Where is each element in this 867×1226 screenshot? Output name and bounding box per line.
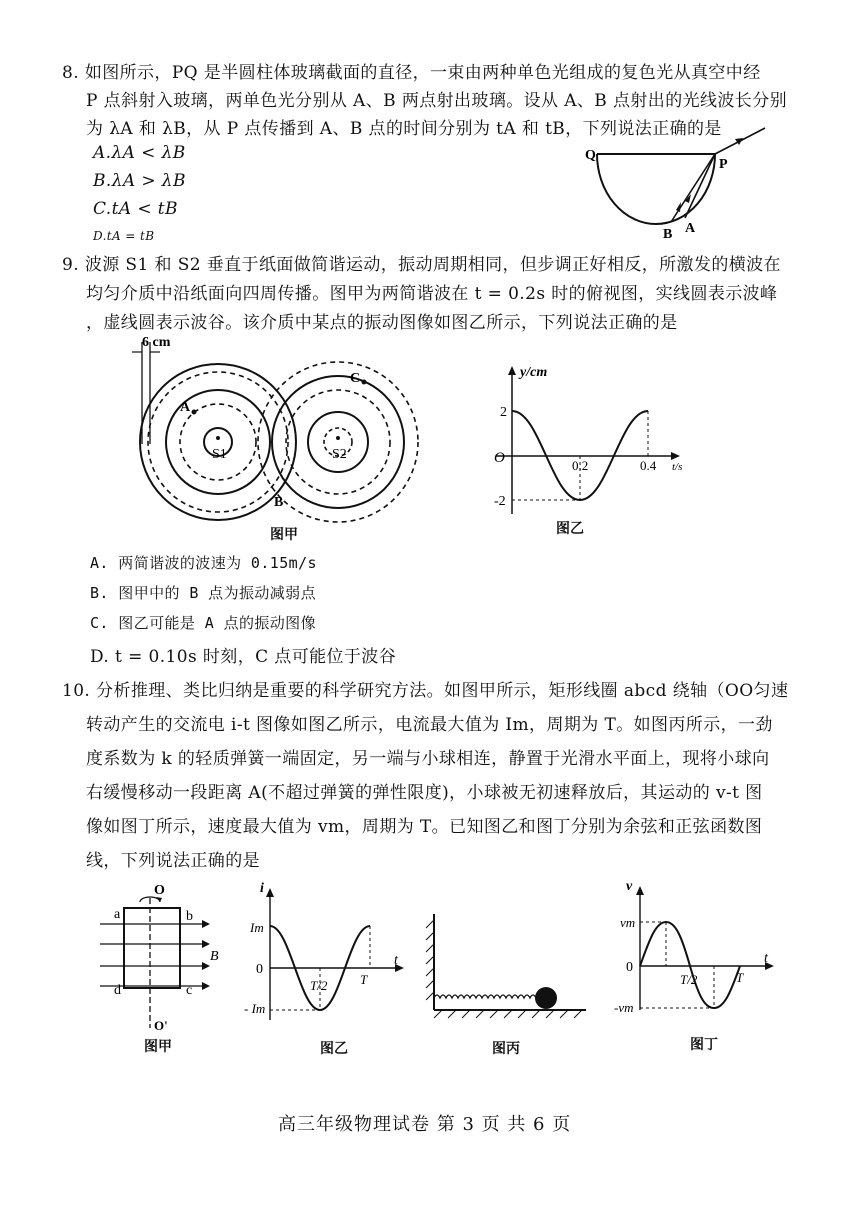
q8-label-b: B: [663, 227, 673, 242]
q10-fig-bing: [422, 912, 592, 1022]
q10-ding-neg: -vm: [614, 1000, 634, 1015]
q10-jia-d: d: [114, 983, 121, 998]
q9-line-2: 均匀介质中沿纸面向四周传播。图甲为两简谐波在 t = 0.2s 时的俯视图，实线圆表示波峰: [86, 284, 778, 304]
q9-yi-t1: 0.2: [572, 458, 589, 473]
q9-label-s1: S1: [212, 447, 227, 462]
q10-ding-ylabel: v: [626, 879, 633, 894]
q9-option-b: B. 图甲中的 B 点为振动减弱点: [90, 584, 316, 602]
q10-fig-ding: [614, 879, 780, 1020]
q10-yi-t: T: [360, 972, 368, 987]
q8-label-p: P: [719, 157, 728, 172]
q10-line-1: 10. 分析推理、类比归纳是重要的科学研究方法。如图甲所示，矩形线圈 abcd 绕轴（OO匀速: [62, 681, 789, 701]
q10-yi-half: T/2: [310, 978, 328, 993]
q10-jia-o2: O': [154, 1018, 168, 1033]
q10-yi-pos: Im: [250, 920, 264, 935]
q9-yi-xlabel: t/s: [672, 461, 683, 473]
q10-line-4: 右缓慢移动一段距离 A(不超过弹簧的弹性限度)，小球被无初速释放后，其运动的 v-t 图: [86, 783, 763, 803]
q8-line-1: 8. 如图所示，PQ 是半圆柱体玻璃截面的直径，一束由两种单色光组成的复色光从真空中经: [62, 63, 761, 83]
q10-yi-neg: - Im: [244, 1001, 266, 1016]
q8-line-3: 为 λA 和 λB，从 P 点传播到 A、B 点的时间分别为 tA 和 tB，下列说法正确的是: [86, 119, 722, 139]
q9-option-c: C. 图乙可能是 A 点的振动图像: [90, 614, 316, 632]
q10-jia-b: b: [186, 909, 193, 924]
q9-option-a: A. 两简谐波的波速为 0.15m/s: [90, 554, 317, 572]
q10-yi-xlabel: t: [394, 953, 398, 968]
q9-fig-jia: [128, 334, 398, 544]
q8-semicircle-figure: [585, 126, 775, 242]
q10-ding-pos: vm: [620, 915, 636, 930]
q9-label-b: B: [274, 495, 284, 510]
q9-yi-origin: O: [494, 450, 505, 466]
q8-label-a: A: [685, 221, 696, 236]
q10-fig-jia-caption: 图甲: [144, 1039, 172, 1055]
page-footer: 高三年级物理试卷 第 3 页 共 6 页: [278, 1114, 572, 1135]
q9-yi-ypos: 2: [500, 405, 507, 420]
q10-fig-bing-caption: 图丙: [492, 1041, 520, 1057]
q9-label-c: C: [350, 371, 361, 386]
q10-fig-jia: [96, 878, 226, 1038]
q10-jia-bfield: B: [210, 949, 219, 964]
q8-option-d: D.tA = tB: [93, 229, 155, 243]
q9-yi-t2: 0.4: [640, 458, 657, 473]
q10-yi-origin: 0: [256, 962, 263, 977]
q10-ding-half: T/2: [680, 972, 698, 987]
q10-ding-origin: 0: [626, 960, 633, 975]
q8-line-2: P 点斜射入玻璃，两单色光分别从 A、B 两点射出玻璃。设从 A、B 点射出的光线波长分别: [86, 91, 787, 111]
q10-yi-ylabel: i: [260, 881, 264, 896]
q10-fig-yi: [244, 880, 408, 1030]
q8-option-b: B.λA > λB: [93, 171, 186, 191]
q8-option-a: A.λA < λB: [93, 143, 186, 163]
q10-jia-o: O: [154, 883, 165, 898]
q10-spring: [434, 995, 542, 998]
q9-label-a: A: [180, 400, 191, 415]
q9-line-3: ，虚线圆表示波谷。该介质中某点的振动图像如图乙所示，下列说法正确的是: [86, 313, 678, 333]
q9-yi-yneg: -2: [494, 494, 506, 509]
q10-ball: [535, 987, 557, 1009]
q10-line-2: 转动产生的交流电 i-t 图像如图乙所示，电流最大值为 Im，周期为 T。如图丙所示，一劲: [86, 715, 773, 735]
q9-line-1: 9. 波源 S1 和 S2 垂直于纸面做简谐运动，振动周期相同，但步调正好相反，所激发的横波在: [62, 255, 781, 275]
q8-option-c: C.tA < tB: [93, 199, 178, 219]
q10-ding-t: T: [736, 970, 744, 985]
q9-scale-label: 6 cm: [142, 335, 171, 350]
q10-fig-yi-caption: 图乙: [320, 1041, 348, 1057]
q9-label-s2: S2: [332, 447, 347, 462]
q9-fig-yi-caption: 图乙: [556, 521, 584, 537]
q9-fig-jia-caption: 图甲: [270, 527, 298, 543]
q9-fig-yi: [492, 364, 692, 534]
q8-label-q: Q: [585, 148, 596, 163]
q10-fig-ding-caption: 图丁: [690, 1037, 718, 1053]
q10-line-3: 度系数为 k 的轻质弹簧一端固定，另一端与小球相连，静置于光滑水平面上，现将小球向: [86, 749, 770, 769]
q10-line-5: 像如图丁所示，速度最大值为 vm，周期为 T。已知图乙和图丁分别为余弦和正弦函数图: [86, 817, 763, 837]
q10-jia-c: c: [186, 983, 193, 998]
q10-ding-curve: [640, 922, 740, 1008]
q10-jia-a: a: [114, 907, 121, 922]
q10-line-6: 线，下列说法正确的是: [86, 851, 260, 871]
q10-ding-xlabel: t: [764, 951, 768, 966]
q9-option-d: D. t = 0.10s 时刻，C 点可能位于波谷: [90, 647, 397, 667]
q9-yi-ylabel: y/cm: [520, 365, 548, 380]
